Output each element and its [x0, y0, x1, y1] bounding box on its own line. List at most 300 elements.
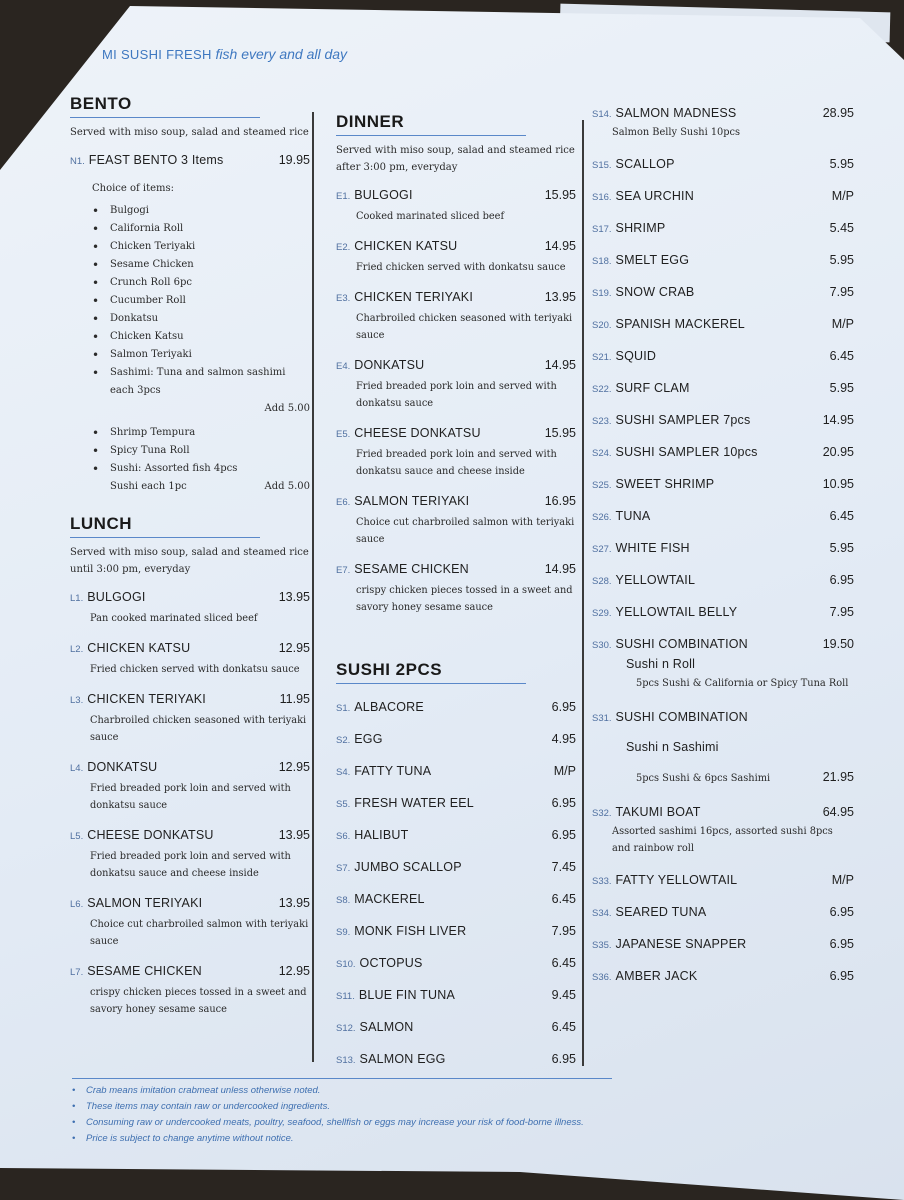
choice-label: California Roll — [110, 223, 184, 234]
item-name: CHICKEN KATSU — [354, 239, 458, 253]
menu-item-chicken-katsu — [70, 639, 310, 678]
item-code: E7. — [336, 565, 351, 576]
item-desc: Choice cut charbroiled salmon with teriyaki sauce — [90, 919, 309, 947]
item-row — [70, 639, 310, 657]
item-name: SUSHI SAMPLER 7pcs — [615, 413, 751, 427]
item-price: 12.95 — [278, 964, 310, 978]
item-label — [70, 962, 202, 980]
item-row — [70, 894, 310, 912]
footnote: • Crab means imitation crabmeat unless otherwise noted. — [72, 1083, 612, 1099]
item-desc: Charbroiled chicken seasoned with teriyaki sauce — [356, 313, 573, 341]
item-price: 15.95 — [544, 426, 576, 440]
item-label — [592, 507, 650, 525]
column-sushi-continued — [592, 104, 854, 999]
item-price: 64.95 — [822, 805, 854, 819]
item-row — [592, 871, 854, 889]
item-desc: Fried chicken served with donkatsu sauce — [356, 262, 566, 273]
item-name: SMELT EGG — [615, 253, 690, 267]
item-code: L5. — [70, 831, 84, 842]
item-row — [336, 186, 576, 204]
menu-item-halibut — [336, 826, 576, 844]
bento-choice — [92, 424, 310, 442]
item-label — [336, 424, 481, 442]
choice-label: Spicy Tuna Roll — [110, 445, 190, 456]
item-price: 13.95 — [544, 290, 576, 304]
item-code: S2. — [336, 735, 351, 746]
item-row — [70, 826, 310, 844]
item-row — [592, 571, 854, 589]
item-row — [336, 288, 576, 306]
item-label — [592, 803, 701, 821]
item-price: 12.95 — [278, 641, 310, 655]
item-name: FRESH WATER EEL — [354, 796, 474, 810]
item-desc: Fried breaded pork loin and served with donkatsu sauce — [90, 783, 291, 811]
item-row — [336, 698, 576, 716]
item-name: SALMON TERIYAKI — [354, 494, 470, 508]
item-price: 12.95 — [278, 760, 310, 774]
item-name: SEARED TUNA — [615, 905, 707, 919]
item-code: E3. — [336, 293, 351, 304]
menu-item-salmon-teriyaki — [336, 492, 576, 548]
menu-item-amber-jack — [592, 967, 854, 985]
item-price: 13.95 — [278, 896, 310, 910]
item-row — [592, 104, 854, 122]
item-name: BULGOGI — [87, 590, 146, 604]
item-label — [70, 758, 157, 776]
item-name: CHEESE DONKATSU — [354, 426, 481, 440]
item-row — [336, 560, 576, 578]
item-name: SCALLOP — [615, 157, 675, 171]
menu-item-sushi-sampler-10pcs — [592, 443, 854, 461]
choice-label: Shrimp Tempura — [110, 427, 196, 438]
item-row — [592, 251, 854, 269]
item-price: 14.95 — [544, 358, 576, 372]
item-label — [336, 890, 425, 908]
menu-item-squid — [592, 347, 854, 365]
choice-label: Salmon Teriyaki — [110, 349, 192, 360]
item-name: DONKATSU — [87, 760, 158, 774]
item-desc: Fried breaded pork loin and served with donkatsu sauce and cheese inside — [90, 851, 291, 879]
menu-item-donkatsu — [70, 758, 310, 814]
menu-item-salmon-egg — [336, 1050, 576, 1068]
item-desc: 5pcs Sushi & 6pcs Sashimi — [636, 773, 771, 784]
item-row — [592, 539, 854, 557]
item-code: S4. — [336, 767, 351, 778]
item-label — [592, 475, 714, 493]
footnotes — [72, 1078, 612, 1147]
header-fresh: FRESH — [166, 47, 212, 62]
menu-item-sea-urchin — [592, 187, 854, 205]
item-name: ALBACORE — [354, 700, 424, 714]
item-code: S13. — [336, 1055, 356, 1066]
bento-choice — [92, 292, 310, 310]
item-name: SALMON — [359, 1020, 414, 1034]
item-label — [336, 794, 474, 812]
menu-item-sesame-chicken — [70, 962, 310, 1018]
item-code: S29. — [592, 608, 612, 619]
menu-item-blue-fin-tuna — [336, 986, 576, 1004]
menu-item-fatty-tuna — [336, 762, 576, 780]
item-name: BULGOGI — [354, 188, 413, 202]
item-code: S26. — [592, 512, 612, 523]
dinner-subtitle: Served with miso soup, salad and steamed rice after 3:00 pm, everyday — [336, 145, 575, 173]
item-code: S15. — [592, 160, 612, 171]
choice-label: Crunch Roll 6pc — [110, 277, 193, 288]
item-desc: Salmon Belly Sushi 10pcs — [612, 127, 741, 138]
menu-item-jumbo-scallop — [336, 858, 576, 876]
menu-item-fresh-water-eel — [336, 794, 576, 812]
item-row — [336, 954, 576, 972]
choice-heading: Choice of items: — [92, 183, 175, 194]
item-price: 7.95 — [829, 285, 854, 299]
item-code: S31. — [592, 713, 612, 724]
item-desc: Fried breaded pork loin and served with donkatsu sauce and cheese inside — [356, 449, 557, 477]
choice-label: Sesame Chicken — [110, 259, 194, 270]
menu-header — [102, 46, 347, 62]
item-price: 14.95 — [544, 239, 576, 253]
item-row — [336, 356, 576, 374]
item-code: S17. — [592, 224, 612, 235]
menu-item-japanese-snapper — [592, 935, 854, 953]
bento-choice — [92, 238, 310, 256]
item-code: S11. — [336, 991, 355, 1002]
item-price: 5.95 — [829, 541, 854, 555]
item-row — [592, 935, 854, 953]
item-price: 6.95 — [551, 1052, 576, 1066]
item-name: YELLOWTAIL BELLY — [615, 605, 738, 619]
item-row — [336, 858, 576, 876]
item-label — [336, 1018, 414, 1036]
item-name: SEA URCHIN — [615, 189, 694, 203]
menu-item-bulgogi — [70, 588, 310, 627]
item-price: 4.95 — [551, 732, 576, 746]
item-code: L3. — [70, 695, 84, 706]
item-name: DONKATSU — [354, 358, 425, 372]
item-price: 5.45 — [829, 221, 854, 235]
item-row — [592, 283, 854, 301]
bento-choice — [92, 220, 310, 238]
item-price: 6.95 — [551, 796, 576, 810]
item-code: S35. — [592, 940, 612, 951]
menu-item-snow-crab — [592, 283, 854, 301]
item-row — [336, 492, 576, 510]
item-label — [592, 411, 750, 429]
column-dinner-sushi — [336, 112, 576, 1082]
item-code: E6. — [336, 497, 351, 508]
item-label — [592, 251, 689, 269]
item-name: SUSHI SAMPLER 10pcs — [615, 445, 758, 459]
menu-item-feast-bento — [70, 151, 310, 169]
footnote: • These items may contain raw or undercooked ingredients. — [72, 1099, 612, 1115]
item-name: SESAME CHICKEN — [354, 562, 469, 576]
item-name: TAKUMI BOAT — [615, 805, 701, 819]
bento-choice — [92, 442, 310, 460]
item-name: SURF CLAM — [615, 381, 690, 395]
item-label — [336, 186, 413, 204]
menu-item-sushi-combination-sashimi — [592, 708, 854, 787]
item-price: 7.95 — [551, 924, 576, 938]
item-desc: Cooked marinated sliced beef — [356, 211, 505, 222]
item-row — [592, 967, 854, 985]
menu-item-sesame-chicken — [336, 560, 576, 616]
bento-choice — [92, 274, 310, 292]
item-label — [70, 826, 214, 844]
item-code: S33. — [592, 876, 612, 887]
item-code: S23. — [592, 416, 612, 427]
menu-item-yellowtail-belly — [592, 603, 854, 621]
item-row — [592, 155, 854, 173]
item-row — [70, 962, 310, 980]
item-row — [336, 826, 576, 844]
sushi-item-list-a — [336, 698, 576, 1068]
item-price: 21.95 — [822, 770, 854, 784]
menu-item-yellowtail — [592, 571, 854, 589]
menu-item-spanish-mackerel — [592, 315, 854, 333]
item-price: 14.95 — [822, 413, 854, 427]
menu-item-smelt-egg — [592, 251, 854, 269]
column-divider-2 — [582, 120, 584, 1066]
menu-item-chicken-katsu — [336, 237, 576, 276]
menu-item-cheese-donkatsu — [336, 424, 576, 480]
menu-item-bulgogi — [336, 186, 576, 225]
item-name: EGG — [354, 732, 383, 746]
item-name: SALMON MADNESS — [615, 106, 737, 120]
item-label — [592, 967, 697, 985]
item-code: L4. — [70, 763, 84, 774]
item-label — [336, 698, 424, 716]
item-name: MONK FISH LIVER — [354, 924, 467, 938]
item-code: S25. — [592, 480, 612, 491]
menu-item-seared-tuna — [592, 903, 854, 921]
item-row — [592, 803, 854, 821]
item-desc: Pan cooked marinated sliced beef — [90, 613, 258, 624]
menu-item-surf-clam — [592, 379, 854, 397]
item-code: S8. — [336, 895, 351, 906]
item-name: OCTOPUS — [359, 956, 423, 970]
item-price: 6.45 — [551, 1020, 576, 1034]
item-label — [336, 826, 408, 844]
item-price: 6.95 — [551, 700, 576, 714]
item-name: BLUE FIN TUNA — [358, 988, 455, 1002]
choice-addon-price: Add 5.00 — [264, 403, 310, 414]
item-code: L1. — [70, 593, 84, 604]
item-label — [336, 356, 424, 374]
sushi-item-list-b — [592, 104, 854, 621]
item-code: S22. — [592, 384, 612, 395]
item-row — [336, 424, 576, 442]
item-name: SQUID — [615, 349, 657, 363]
lunch-subtitle: Served with miso soup, salad and steamed rice until 3:00 pm, everyday — [70, 547, 309, 575]
item-code: S34. — [592, 908, 612, 919]
item-row — [336, 1018, 576, 1036]
item-name: SWEET SHRIMP — [615, 477, 715, 491]
menu-item-egg — [336, 730, 576, 748]
bento-choice-list — [92, 202, 310, 496]
item-name: CHEESE DONKATSU — [87, 828, 214, 842]
item-code: S6. — [336, 831, 351, 842]
item-price: 6.45 — [551, 956, 576, 970]
menu-item-salmon — [336, 1018, 576, 1036]
item-label — [592, 903, 706, 921]
item-name: FEAST BENTO 3 Items — [88, 153, 224, 167]
item-name: CHICKEN TERIYAKI — [87, 692, 206, 706]
item-desc: Fried chicken served with donkatsu sauce — [90, 664, 300, 675]
item-price: 6.95 — [829, 937, 854, 951]
bento-choice — [92, 364, 310, 418]
item-price: 5.95 — [829, 253, 854, 267]
item-label — [336, 730, 383, 748]
choice-label: Donkatsu — [110, 313, 159, 324]
item-price: 11.95 — [279, 692, 310, 706]
menu-item-salmon-madness — [592, 104, 854, 141]
item-row — [592, 507, 854, 525]
item-price: 6.45 — [551, 892, 576, 906]
item-row — [336, 237, 576, 255]
choice-label: Cucumber Roll — [110, 295, 186, 306]
item-label — [592, 315, 745, 333]
sushi-item-list-c — [592, 803, 854, 985]
item-name: SALMON EGG — [359, 1052, 446, 1066]
item-name: WHITE FISH — [615, 541, 690, 555]
bento-choice — [92, 256, 310, 274]
item-code: S28. — [592, 576, 612, 587]
item-desc: 5pcs Sushi & California or Spicy Tuna Roll — [636, 678, 849, 689]
item-label — [70, 690, 206, 708]
item-price: 10.95 — [822, 477, 854, 491]
menu-item-chicken-teriyaki — [336, 288, 576, 344]
item-name: YELLOWTAIL — [615, 573, 696, 587]
item-row — [592, 475, 854, 493]
header-tagline: fish every and all day — [215, 46, 348, 62]
item-label — [336, 492, 469, 510]
footnote: • Price is subject to change anytime without notice. — [72, 1131, 612, 1147]
item-code: S36. — [592, 972, 612, 983]
menu-item-donkatsu — [336, 356, 576, 412]
item-label — [592, 443, 758, 461]
item-desc: Assorted sashimi 16pcs, assorted sushi 8pcs and rainbow roll — [612, 826, 833, 854]
item-row — [592, 379, 854, 397]
dinner-title: DINNER — [336, 112, 526, 136]
item-row — [70, 758, 310, 776]
item-price: 6.95 — [551, 828, 576, 842]
menu-item-salmon-teriyaki — [70, 894, 310, 950]
item-price: 20.95 — [822, 445, 854, 459]
item-code: E2. — [336, 242, 351, 253]
item-label — [336, 1050, 446, 1068]
menu-item-mackerel — [336, 890, 576, 908]
item-price: 6.95 — [829, 905, 854, 919]
item-row — [336, 762, 576, 780]
item-desc: crispy chicken pieces tossed in a sweet and savory honey sesame sauce — [90, 987, 307, 1015]
item-label — [592, 539, 690, 557]
item-row — [336, 794, 576, 812]
item-row — [592, 219, 854, 237]
item-price: 7.45 — [551, 860, 576, 874]
item-name: CHICKEN TERIYAKI — [354, 290, 473, 304]
item-label — [336, 922, 466, 940]
item-row — [592, 603, 854, 621]
item-code: S10. — [336, 959, 356, 970]
menu-item-octopus — [336, 954, 576, 972]
item-desc: Fried breaded pork loin and served with donkatsu sauce — [356, 381, 557, 409]
item-price: M/P — [831, 189, 854, 203]
menu-item-scallop — [592, 155, 854, 173]
bento-choice — [92, 202, 310, 220]
item-code: S5. — [336, 799, 351, 810]
item-desc: crispy chicken pieces tossed in a sweet and savory honey sesame sauce — [356, 585, 573, 613]
item-subname: Sushi n Roll — [626, 657, 696, 671]
item-price: M/P — [831, 317, 854, 331]
item-row — [336, 922, 576, 940]
menu-item-tuna — [592, 507, 854, 525]
dinner-item-list — [336, 186, 576, 616]
item-price: 7.95 — [829, 605, 854, 619]
item-label — [592, 104, 736, 122]
item-price: M/P — [553, 764, 576, 778]
item-name: FATTY TUNA — [354, 764, 432, 778]
item-label — [70, 894, 202, 912]
item-label — [592, 155, 675, 173]
item-name: SPANISH MACKEREL — [615, 317, 745, 331]
menu-item-takumi-boat — [592, 803, 854, 857]
item-price: 6.95 — [829, 969, 854, 983]
item-row — [70, 690, 310, 708]
item-code: L2. — [70, 644, 84, 655]
item-subname: Sushi n Sashimi — [626, 740, 719, 754]
item-row — [336, 986, 576, 1004]
item-label — [336, 858, 462, 876]
bento-choice — [92, 328, 310, 346]
item-label — [336, 762, 431, 780]
choice-label: Chicken Katsu — [110, 331, 184, 342]
item-label — [336, 288, 473, 306]
item-row — [592, 903, 854, 921]
item-label — [592, 379, 690, 397]
item-price: M/P — [831, 873, 854, 887]
bento-choice — [92, 310, 310, 328]
item-price: 15.95 — [544, 188, 576, 202]
item-label — [336, 237, 457, 255]
item-code: S12. — [336, 1023, 356, 1034]
item-code: S7. — [336, 863, 351, 874]
item-name: TUNA — [615, 509, 651, 523]
item-price: 28.95 — [822, 106, 854, 120]
item-row — [70, 588, 310, 606]
item-label — [592, 935, 746, 953]
item-code: S16. — [592, 192, 612, 203]
item-price: 6.45 — [829, 349, 854, 363]
item-code: S20. — [592, 320, 612, 331]
item-label — [336, 954, 423, 972]
item-code: S19. — [592, 288, 612, 299]
item-code: S18. — [592, 256, 612, 267]
item-code: N1. — [70, 156, 85, 167]
item-label — [592, 871, 737, 889]
choice-label: Sashimi: Tuna and salmon sashimi each 3pcs — [110, 367, 286, 396]
menu-item-cheese-donkatsu — [70, 826, 310, 882]
item-price: 16.95 — [544, 494, 576, 508]
item-label — [336, 560, 469, 578]
column-bento-lunch — [70, 94, 310, 1030]
item-price: 13.95 — [278, 590, 310, 604]
sushi-title: SUSHI 2PCS — [336, 660, 526, 684]
item-name: JAPANESE SNAPPER — [615, 937, 747, 951]
item-name: SUSHI COMBINATION — [615, 710, 748, 724]
item-price: 19.95 — [278, 153, 310, 167]
item-name: SHRIMP — [615, 221, 666, 235]
item-name: FATTY YELLOWTAIL — [615, 873, 738, 887]
item-price: 5.95 — [829, 381, 854, 395]
